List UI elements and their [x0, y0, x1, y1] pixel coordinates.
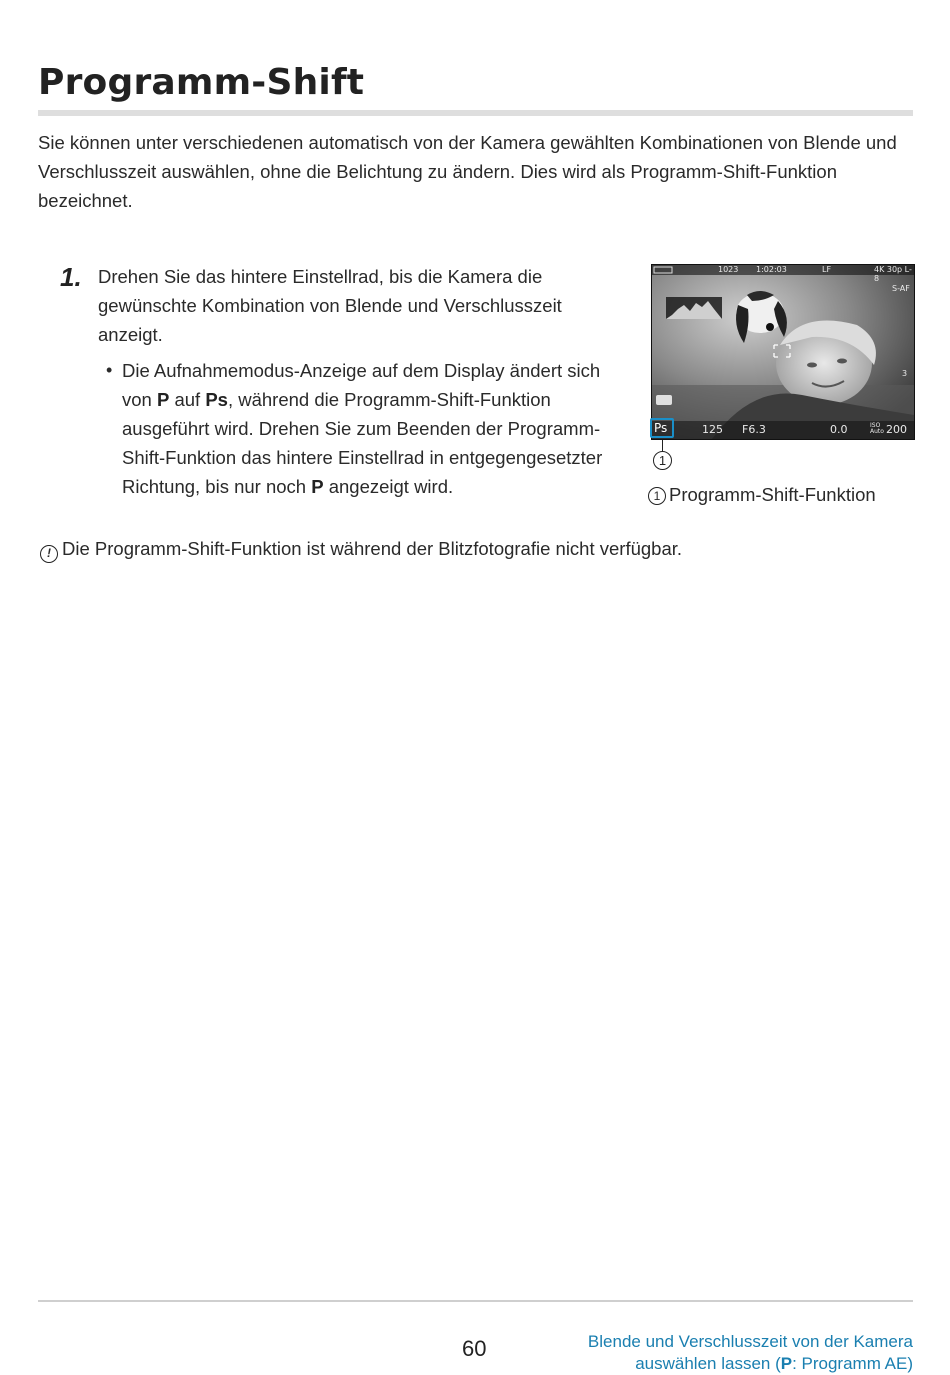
- mode-ps-label: Ps: [205, 389, 228, 410]
- step-number: 1.: [60, 262, 82, 292]
- mode-p-label: P: [156, 389, 170, 410]
- bullet-text-part: Die Aufnahmemodus-Anzeige auf dem Display ändert sich von: [122, 360, 601, 410]
- camera-screen-image: [651, 264, 915, 440]
- section-link-line1[interactable]: Blende und Verschlusszeit von der Kamera: [587, 1332, 913, 1351]
- bullet-marker: •: [106, 360, 113, 380]
- osd-af-mode: S-AF: [892, 284, 910, 293]
- mode-ps-badge: Ps: [654, 421, 668, 435]
- osd-video-mode: 4K 30p L-8: [874, 265, 912, 283]
- figure-caption: [648, 484, 876, 506]
- camera-photo-illustration: [652, 265, 914, 439]
- callout-number: 1: [653, 451, 672, 470]
- section-link[interactable]: [588, 1331, 913, 1375]
- page-title: Programm-Shift: [38, 62, 365, 103]
- osd-record-time: 1:02:03: [756, 265, 787, 274]
- osd-exposure-comp: 0.0: [830, 423, 848, 436]
- caution-icon: !: [40, 545, 58, 563]
- caption-text: Programm-Shift-Funktion: [669, 484, 876, 505]
- bullet-text-part: angezeigt wird.: [323, 476, 454, 497]
- caption-number: 1: [648, 487, 666, 505]
- step-text: Drehen Sie das hintere Einstellrad, bis die Kamera die gewünschte Kombination von Blende und Verschlusszeit anzeigt.: [98, 266, 562, 345]
- bullet-text-part: , während die Programm-Shift-Funktion ausgeführt wird. Drehen Sie zum Beenden der Programm-Shift-Funktion das hintere Einstellrad in entgegengesetzter Richtung, bis nur noch: [122, 389, 603, 497]
- section-link-part[interactable]: auswählen lassen (: [635, 1354, 781, 1373]
- mode-p-label: P: [311, 476, 324, 497]
- section-link-mode[interactable]: P: [780, 1354, 793, 1373]
- footer-divider: [38, 1300, 913, 1302]
- intro-paragraph: Sie können unter verschiedenen automatisch von der Kamera gewählten Kombinationen von Blende und Verschlusszeit auswählen, ohne die Belichtung zu ändern. Dies wird als Programm-Shift-Funktion bezeichnet.: [38, 132, 897, 211]
- osd-iso-label: ISO Auto: [870, 422, 884, 435]
- note-text: Die Programm-Shift-Funktion ist während der Blitzfotografie nicht verfügbar.: [62, 538, 683, 559]
- osd-flash-comp: 3: [902, 369, 908, 378]
- bullet-text: [122, 356, 632, 501]
- section-link-line2[interactable]: [588, 1353, 913, 1375]
- section-link-part[interactable]: : Programm AE): [792, 1354, 913, 1373]
- osd-shot-count: 1023: [718, 265, 739, 274]
- title-divider: [38, 110, 913, 116]
- osd-aperture: F6.3: [742, 423, 766, 436]
- osd-shutter-speed: 125: [702, 423, 723, 436]
- osd-image-quality: LF: [822, 265, 832, 274]
- page-number: 60: [462, 1336, 487, 1361]
- osd-iso-value: 200: [886, 423, 907, 436]
- note: [40, 538, 682, 563]
- bullet-text-part: auf: [169, 389, 206, 410]
